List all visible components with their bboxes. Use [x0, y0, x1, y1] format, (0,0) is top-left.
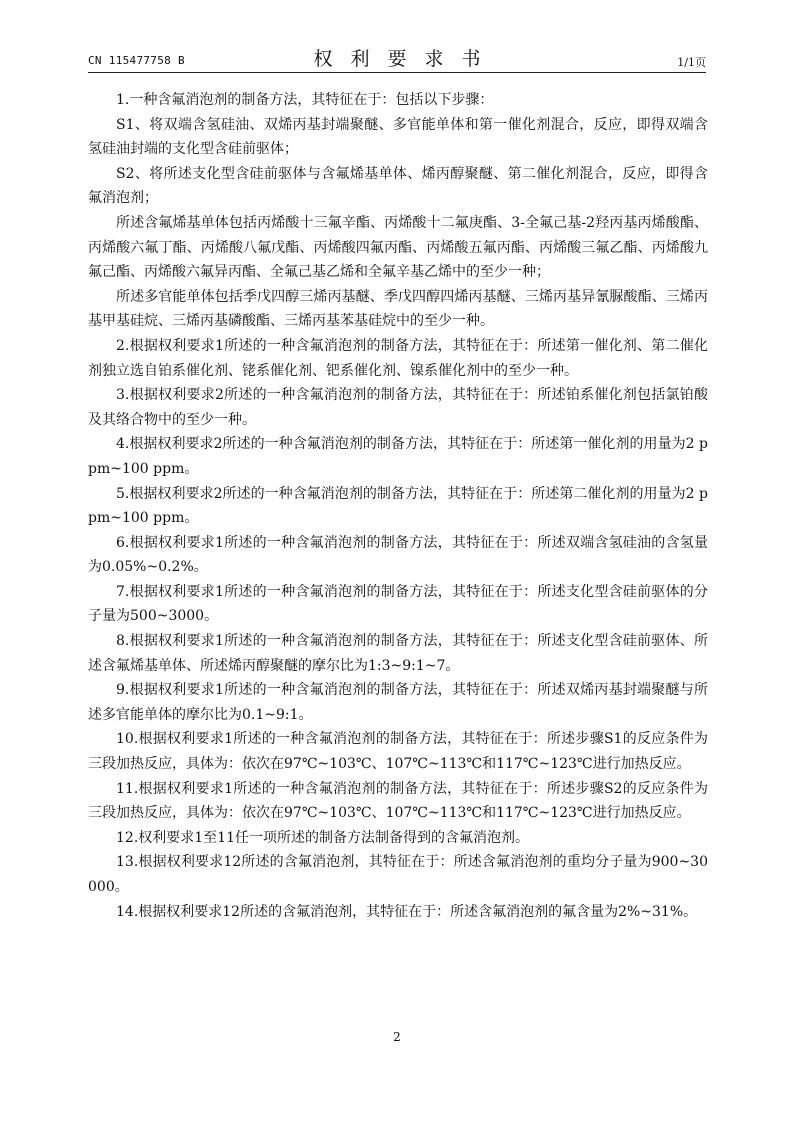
- claim-4: 4.根据权利要求2所述的一种含氟消泡剂的制备方法，其特征在于：所述第一催化剂的用量为2 ppm~100 ppm。: [88, 436, 708, 477]
- patent-number: CN 115477758 B: [88, 54, 185, 67]
- claim-7: 7.根据权利要求1所述的一种含氟消泡剂的制备方法，其特征在于：所述支化型含硅前驱体的分子量为500~3000。: [88, 583, 708, 625]
- claim-2: 2.根据权利要求1所述的一种含氟消泡剂的制备方法，其特征在于：所述第一催化剂、第二催化剂独立选自铂系催化剂、铑系催化剂、钯系催化剂、镍系催化剂中的至少一种。: [88, 337, 708, 379]
- page-indicator: 1/1页: [677, 56, 706, 69]
- claims-body: [88, 88, 708, 924]
- claim-13: 13.根据权利要求12所述的含氟消泡剂，其特征在于：所述含氟消泡剂的重均分子量为900~30000。: [88, 854, 708, 895]
- claim-6: 6.根据权利要求1所述的一种含氟消泡剂的制备方法，其特征在于：所述双端含氢硅油的含氢量为0.05%~0.2%。: [88, 534, 708, 576]
- claim-11: 11.根据权利要求1所述的一种含氟消泡剂的制备方法，其特征在于：所述步骤S2的反应条件为三段加热反应，具体为：依次在97℃~103℃、107℃~113℃和117℃~123℃进行加热反应。: [88, 780, 708, 822]
- claim-1-intro: 1.一种含氟消泡剂的制备方法，其特征在于：包括以下步骤：: [116, 92, 494, 108]
- claim-10: 10.根据权利要求1所述的一种含氟消泡剂的制备方法，其特征在于：所述步骤S1的反应条件为三段加热反应，具体为：依次在97℃~103℃、107℃~113℃和117℃~123℃进行加热反应。: [88, 731, 708, 773]
- page-header: [88, 44, 706, 72]
- claim-12: 12.权利要求1至11任一项所述的制备方法制备得到的含氟消泡剂。: [116, 829, 529, 846]
- claim-5: 5.根据权利要求2所述的一种含氟消泡剂的制备方法，其特征在于：所述第二催化剂的用量为2 ppm~100 ppm。: [88, 485, 708, 527]
- claim-1-step-s2: S2、将所述支化型含硅前驱体与含氟烯基单体、烯丙醇聚醚、第二催化剂混合，反应，即得含氟消泡剂；: [88, 165, 708, 207]
- claim-1-fluoro-monomers: 所述含氟烯基单体包括丙烯酸十三氟辛酯、丙烯酸十二氟庚酯、3-全氟己基-2羟丙基丙烯酸酯、丙烯酸六氟丁酯、丙烯酸八氟戊酯、丙烯酸四氟丙酯、丙烯酸五氟丙酯、丙烯酸三氟乙酯、丙烯酸九氟己酯、丙烯酸六氟异丙酯、全氟己基乙烯和全氟辛基乙烯中的至少一种；: [88, 214, 708, 281]
- page-number: 2: [393, 1030, 401, 1044]
- claim-14: 14.根据权利要求12所述的含氟消泡剂，其特征在于：所述含氟消泡剂的氟含量为2%~31%。: [116, 903, 698, 920]
- claim-8: 8.根据权利要求1所述的一种含氟消泡剂的制备方法，其特征在于：所述支化型含硅前驱体、所述含氟烯基单体、所述烯丙醇聚醚的摩尔比为1:3~9:1~7。: [88, 633, 708, 674]
- claim-3: 3.根据权利要求2所述的一种含氟消泡剂的制备方法，其特征在于：所述铂系催化剂包括氯铂酸及其络合物中的至少一种。: [88, 387, 708, 428]
- claim-1-multifunctional-monomers: 所述多官能单体包括季戊四醇三烯丙基醚、季戊四醇四烯丙基醚、三烯丙基异氰脲酸酯、三烯丙基甲基硅烷、三烯丙基磷酸酯、三烯丙基苯基硅烷中的至少一种。: [88, 288, 708, 330]
- claim-1-step-s1: S1、将双端含氢硅油、双烯丙基封端聚醚、多官能单体和第一催化剂混合，反应，即得双端含氢硅油封端的支化型含硅前驱体；: [88, 116, 708, 158]
- header-divider: [88, 72, 706, 73]
- document-title: 权利要求书: [313, 48, 499, 70]
- claim-9: 9.根据权利要求1所述的一种含氟消泡剂的制备方法，其特征在于：所述双烯丙基封端聚醚与所述多官能单体的摩尔比为0.1~9:1。: [88, 682, 708, 723]
